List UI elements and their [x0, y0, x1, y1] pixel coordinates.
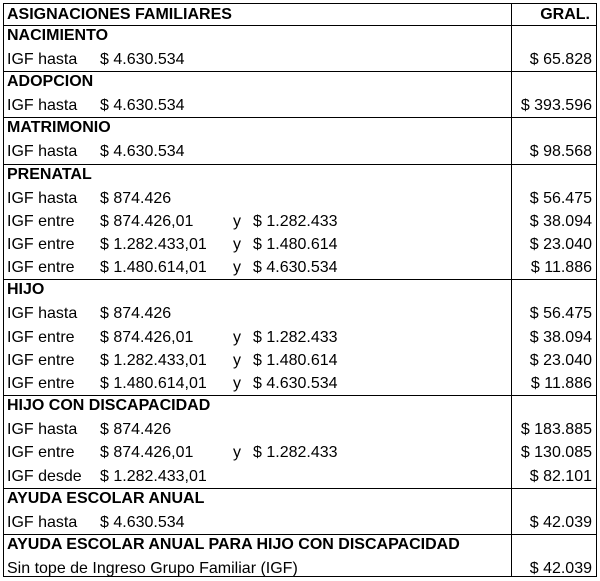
- range-and: y: [233, 374, 241, 392]
- amount-value: $ 183.885: [520, 421, 592, 439]
- range-to: $ 1.282.433: [253, 328, 338, 346]
- section-prenatal: [4, 165, 596, 281]
- table-row: [4, 95, 596, 118]
- range-from: $ 874.426,01: [100, 444, 194, 462]
- row-label: IGF entre: [7, 374, 75, 392]
- range-to: $ 1.480.614: [253, 235, 338, 253]
- row-label: IGF entre: [7, 444, 75, 462]
- section-hijo: [4, 280, 596, 396]
- section-title: MATRIMONIO: [7, 119, 111, 137]
- range-from: $ 1.480.614,01: [100, 374, 207, 392]
- row-label: IGF hasta: [7, 97, 78, 115]
- range-to: $ 1.282.433: [253, 212, 338, 230]
- row-label: IGF hasta: [7, 189, 78, 207]
- row-label: IGF hasta: [7, 421, 78, 439]
- range-from: $ 4.630.534: [100, 143, 185, 161]
- range-from: $ 874.426: [100, 305, 172, 323]
- amount-value: $ 23.040: [529, 351, 592, 369]
- section-title: AYUDA ESCOLAR ANUAL: [7, 489, 205, 507]
- amount-value: $ 42.039: [529, 513, 592, 531]
- range-from: $ 874.426: [100, 421, 172, 439]
- range-and: y: [233, 259, 241, 277]
- section-matrimonio: [4, 118, 596, 164]
- row-label: Sin tope de Ingreso Grupo Familiar (IGF): [7, 560, 298, 577]
- range-from: $ 4.630.534: [100, 51, 185, 68]
- table-title: ASIGNACIONES FAMILIARES: [7, 6, 232, 23]
- amount-value: $ 42.039: [529, 560, 592, 577]
- range-to: $ 1.282.433: [253, 444, 338, 462]
- table-row: [4, 466, 596, 489]
- section-nacimiento: [4, 26, 596, 72]
- section-title: HIJO: [7, 281, 45, 299]
- range-from: $ 1.282.433,01: [100, 351, 207, 369]
- row-label: IGF entre: [7, 259, 75, 277]
- table-row: [4, 141, 596, 164]
- row-label: IGF hasta: [7, 305, 78, 323]
- table-row: [4, 49, 596, 72]
- table-row: [4, 512, 596, 535]
- range-from: $ 4.630.534: [100, 513, 185, 531]
- table-row: [4, 373, 596, 396]
- amount-value: $ 98.568: [529, 143, 592, 161]
- range-and: y: [233, 444, 241, 462]
- range-to: $ 1.480.614: [253, 351, 338, 369]
- amount-value: $ 11.886: [530, 259, 592, 277]
- amount-value: $ 23.040: [529, 235, 592, 253]
- range-to: $ 4.630.534: [253, 259, 338, 277]
- row-label: IGF hasta: [7, 51, 78, 68]
- table-row: [4, 257, 596, 280]
- amount-value: $ 130.085: [520, 444, 592, 462]
- range-from: $ 1.282.433,01: [100, 467, 207, 485]
- amount-value: $ 56.475: [529, 305, 592, 323]
- table-row: [4, 442, 596, 465]
- range-from: $ 1.282.433,01: [100, 235, 207, 253]
- section-title: PRENATAL: [7, 165, 92, 183]
- table-row: [4, 211, 596, 234]
- amount-value: $ 65.828: [529, 51, 592, 68]
- range-and: y: [233, 212, 241, 230]
- table-row: [4, 303, 596, 326]
- amount-value: $ 38.094: [529, 328, 592, 346]
- table-row: [4, 234, 596, 257]
- range-from: $ 4.630.534: [100, 97, 185, 115]
- range-and: y: [233, 328, 241, 346]
- row-label: IGF hasta: [7, 143, 78, 161]
- amount-value: $ 11.886: [530, 374, 592, 392]
- range-from: $ 874.426: [100, 189, 172, 207]
- row-label: IGF entre: [7, 351, 75, 369]
- range-and: y: [233, 351, 241, 369]
- range-from: $ 1.480.614,01: [100, 259, 207, 277]
- section-title: HIJO CON DISCAPACIDAD: [7, 397, 211, 415]
- section-ayuda-escolar-anual: [4, 489, 596, 535]
- section-title: ADOPCION: [7, 73, 94, 91]
- table-row: [4, 419, 596, 442]
- table-header: [4, 4, 596, 26]
- range-and: y: [233, 235, 241, 253]
- row-label: IGF entre: [7, 235, 75, 253]
- section-ayuda-escolar-discapacidad: [4, 535, 596, 581]
- row-label: IGF hasta: [7, 513, 78, 531]
- column-header-gral: GRAL.: [540, 6, 590, 23]
- section-title: NACIMIENTO: [7, 27, 109, 44]
- table-row: [4, 350, 596, 373]
- row-label: IGF desde: [7, 467, 82, 485]
- amount-value: $ 393.596: [520, 97, 592, 115]
- range-to: $ 4.630.534: [253, 374, 338, 392]
- amount-value: $ 82.101: [529, 467, 592, 485]
- amount-value: $ 56.475: [529, 189, 592, 207]
- row-label: IGF entre: [7, 328, 75, 346]
- amount-value: $ 38.094: [529, 212, 592, 230]
- table-row: [4, 327, 596, 350]
- range-from: $ 874.426,01: [100, 212, 194, 230]
- section-adopcion: [4, 72, 596, 118]
- range-from: $ 874.426,01: [100, 328, 194, 346]
- asignaciones-table: [3, 3, 597, 577]
- section-hijo-con-discapacidad: [4, 396, 596, 489]
- table-row: [4, 188, 596, 211]
- table-row: [4, 558, 596, 581]
- row-label: IGF entre: [7, 212, 75, 230]
- section-title: AYUDA ESCOLAR ANUAL PARA HIJO CON DISCAPACIDAD: [7, 536, 460, 553]
